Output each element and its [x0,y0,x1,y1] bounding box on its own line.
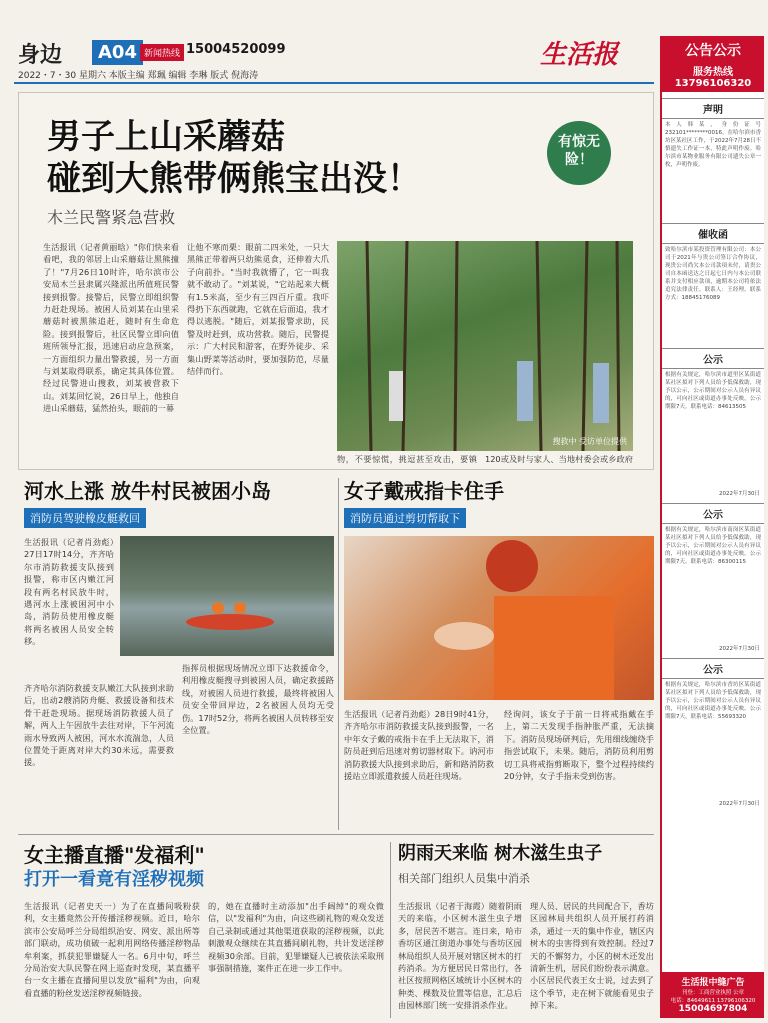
river-body-1: 齐齐哈尔消防救援支队嫩江大队接到求助后，出动2艘消防舟艇、救援设备和技术骨干赶赴现场。据现场消防救援人员了解，两人上午因放牛去往对岸，下午河流雨水导致两人被困，河水水流湍急，人员位置处于距离对岸大约30米远，需要救援。 [24,683,174,768]
search-photo [337,241,633,451]
notice-text: 本人韩某，身份证号232101********0016，在哈尔滨市香坊区某社区工作，于2022年7月28日不慎遗失工作证一本，特此声明作废。哈尔滨市某物业服务有限公司遗失公章一枚，声明作废。 [665,122,761,168]
sidebar-sections [662,98,764,807]
lead-col-1: 生活报讯（记者黄丽晗）"你们快来看看吧，我的邻居上山采蘑菇让黑熊撞了！"7月26日10时许，哈尔滨市公安局木兰县隶属兴隆派出所值班民警接到报警。接警后，民警立即组织警力赶赴现场。被困人员刘某在山里采蘑菇时被黑熊追赶，随时有生命危险。接到报警后，社区民警立即向值班所领导汇报，迅速启动应急预案，一方面组织力量出警救援，另一方面与刘某取得联系，确定其具体位置。经过民警进山搜救，刘某被营救下山。刘某回忆说，26日早上，他独自进山采蘑菇，猛然抬头，眼前的一幕 [43,242,179,414]
column-divider-2 [390,842,391,1018]
notice-date: 2022年7月30日 [719,646,760,652]
notice-text: 根据有关规定，哈尔滨市南岗区某街道某社区拟对下列人员给予低保救助，现予以公示，公示期间对公示人员有异议的，可向社区或街道办事处反映。公示期限7天。联系电话：86300115 [665,527,761,565]
ring-body-1: 生活报讯（记者肖劲彪）28日9时41分，齐齐哈尔市消防救援支队接到报警，一名中年女子戴的戒指卡在手上无法取下，消防员赶到后迅速对剪切器材取下。讷河市消防救援大队接到求助后，新和路消防救援站立即派遣救援人员赶往现场。 [344,709,494,782]
firefighter-illustration [344,536,654,700]
lead-col-2: 让他不寒而栗：眼前二四米处，一只大黑熊正带着两只幼熊觅食，还伸着大爪子向前扑。"当时我就懵了，它一叫我就不敢动了。"刘某说，"它站起来大概有1.5米高，至少有三四百斤重。我吓得扔下东西就跑，它就在后面追，我才得以逃脱。"随后，刘某报警求助，民警及时赶到，成功营救。随后，民警提示：广大村民和游客，在野外徒步、采集山野菜等活动时，要加强防范，尽量结伴而行。 [187,242,329,377]
trees-story [398,842,654,1018]
river-photo [120,536,334,656]
notice-date: 2022年7月30日 [719,491,760,497]
ad-title: 生活报中缝广告 [681,978,745,988]
forest-illustration [337,241,633,451]
notice-heading: 声明 [662,98,764,119]
section-name: 身边 [18,42,63,68]
masthead-rule [14,82,654,84]
ring-headline: 女子戴戒指卡住手 [344,479,504,503]
notice-text: 根据有关规定，哈尔滨市道里区某街道某社区拟对下列人员给予低保救助，现予以公示，公示期间对公示人员有异议的，可向社区或街道办事处反映。公示期限7天。联系电话：84613505 [665,372,761,410]
river-subhead: 消防员驾驶橡皮艇救回 [24,508,146,528]
trees-subhead: 相关部门组织人员集中消杀 [398,872,530,885]
trees-headline: 阴雨天来临 树木滋生虫子 [398,843,603,864]
streamer-story [24,842,384,1018]
page-number: A04 [92,40,143,65]
river-body-2: 指挥员根据现场情况立即下达救援命令，利用橡皮艇搜寻到被困人员，确定救援路线，对被困人员进行救援，最终将被困人员安全带回岸边，2名被困人员均无受伤。17时52分，将两名被困人员转移至安全位置。 [182,663,334,736]
notice-heading: 公示 [662,658,764,679]
lead-col-4: 120或及时与家人、当地村委会或乡政府 [485,454,633,464]
warning-badge [547,121,611,185]
notice-text: 致哈尔滨市某投资管理有限公司：本公司于2021年与贵公司签订合作协议，现贵公司尚欠本公司款项未付，请贵公司自本函送达之日起七日内与本公司联系并支付相应款项，逾期本公司将依法追究法律责任。联系人：王经理。联系方式：18845176089 [665,247,761,301]
trees-body-2: 理人员、居民的共同配合下，香坊区园林局共组织人员开展打药消杀，通过一天的集中作业，辖区内树木的虫害得到有效控制。经过7天的不懈努力，小区的树木还发出清新生机，居民们纷纷表示满意。小区居民代表王女士说，过去到了这个季节，走在树下就能看见虫子掉下来。 [530,901,654,1011]
notice-heading: 公示 [662,348,764,369]
sidebar-phone-label: 服务热线 [693,67,733,78]
newspaper-logo: 生活报 [540,40,619,70]
notice-heading: 催收函 [662,223,764,244]
ring-subhead: 消防员通过剪切帮取下 [344,508,466,528]
sidebar-title: 公告公示 [662,36,764,62]
lead-col-3: 物，不要惊慌，挑逗甚至攻击，要镇 [337,454,477,464]
sidebar-phone-number: 13796106320 [674,78,752,89]
streamer-body-1: 生活报讯（记者史天一）为了在直播间吸粉获利，女主播竟然公开传播淫秽视频。近日，哈尔滨市公安局呼兰分局组织治安、网安、派出所等部门联动，成功侦破一起利用网络传播淫秽物品牟利案，抓获犯罪嫌疑人一名。6月中旬，呼兰分局治安大队民警在网上巡查时发现，某直播平台一女主播在直播间里以发放"福利"为由，向观看直播的粉丝发送淫秽视频链接。 [24,901,200,998]
column-divider [338,478,339,830]
river-headline: 河水上涨 放牛村民被困小岛 [24,479,271,503]
classified-ad-box [662,972,764,1018]
badge-text: 有惊无险！ [558,134,600,168]
lead-headline-2: 碰到大熊带俩熊宝出没！ [47,159,421,199]
notice-text: 根据有关规定，哈尔滨市香坊区某街道某社区拟对下列人员给予低保救助，现予以公示，公示期间对公示人员有异议的，可向社区或街道办事处反映。公示期限7天。联系电话：55693320 [665,682,761,720]
ring-story [344,478,654,830]
notice-heading: 公示 [662,503,764,524]
trees-body-1: 生活报讯（记者于海霞）随着阴雨天的来临，小区树木滋生虫子增多，居民苦不堪言。连日来，哈市香坊区通江街道办事处与香坊区园林局组织人员开展对辖区树木的打药消杀。为方便居民日常出行，各社区按照网格区域统计小区树木的种类、棵数及位置等信息，汇总后由园林部门统一安排消杀作业。 [398,901,522,1011]
ad-phone: 15004697804 [678,1004,748,1014]
ad-line-1: 刊登：工商营业执照 公章 [681,990,745,996]
sidebar-phone [662,62,764,92]
lead-story [18,92,654,470]
notice-sidebar [660,36,764,1018]
streamer-headline-2: 打开一看竟有淫秽视频 [24,869,204,890]
ring-photo [344,536,654,700]
lead-subhead: 木兰民警紧急营救 [47,208,176,227]
rescue-boat-illustration [120,536,334,656]
river-story [24,478,334,830]
streamer-body-2: 的，她在直播时主动添加"出手阔绰"的观众微信，以"发福利"为由，向这些刷礼物的观众发送自己录制或通过其他渠道获取的淫秽视频，以此刺激观众继续在其直播间刷礼物，共计发送淫秽视频30余部。目前，犯罪嫌疑人已被依法采取刑事强制措施，案件正在进一步工作中。 [208,901,384,974]
photo-caption: 搜救中 受访单位提供 [552,437,627,446]
lead-headline-1: 男子上山采蘑菇 [47,117,285,157]
dateline: 2022・7・30 星期六 本版主编 郑珮 编辑 李琳 版式 倪海涛 [18,71,259,81]
hotline-number: 15004520099 [186,42,286,57]
notice-date: 2022年7月30日 [719,801,760,807]
hotline-label: 新闻热线 [140,44,184,61]
river-byline: 生活报讯（记者肖劲彪）27日17时14分，齐齐哈尔市消防救援支队接到报警，称市区内嫩江河段有两名村民放牛时，遇河水上涨被困河中小岛，消防员使用橡皮艇将两名被困人员安全转移。 [24,537,114,647]
section-rule [18,834,654,835]
ad-line-2: 电话：84649611 13796106320 [670,998,756,1004]
streamer-headline-1: 女主播直播"发福利" [24,843,205,867]
ring-body-2: 经询问，该女子于前一日将戒指戴在手上，第二天发现手指肿胀严重，无法摘下。消防员现场研判后，先用细线缠绕手指尝试取下，未果。随后，消防员利用剪切工具将戒指剪断取下，整个过程持续约20分钟，女子手指未受到伤害。 [504,709,654,782]
